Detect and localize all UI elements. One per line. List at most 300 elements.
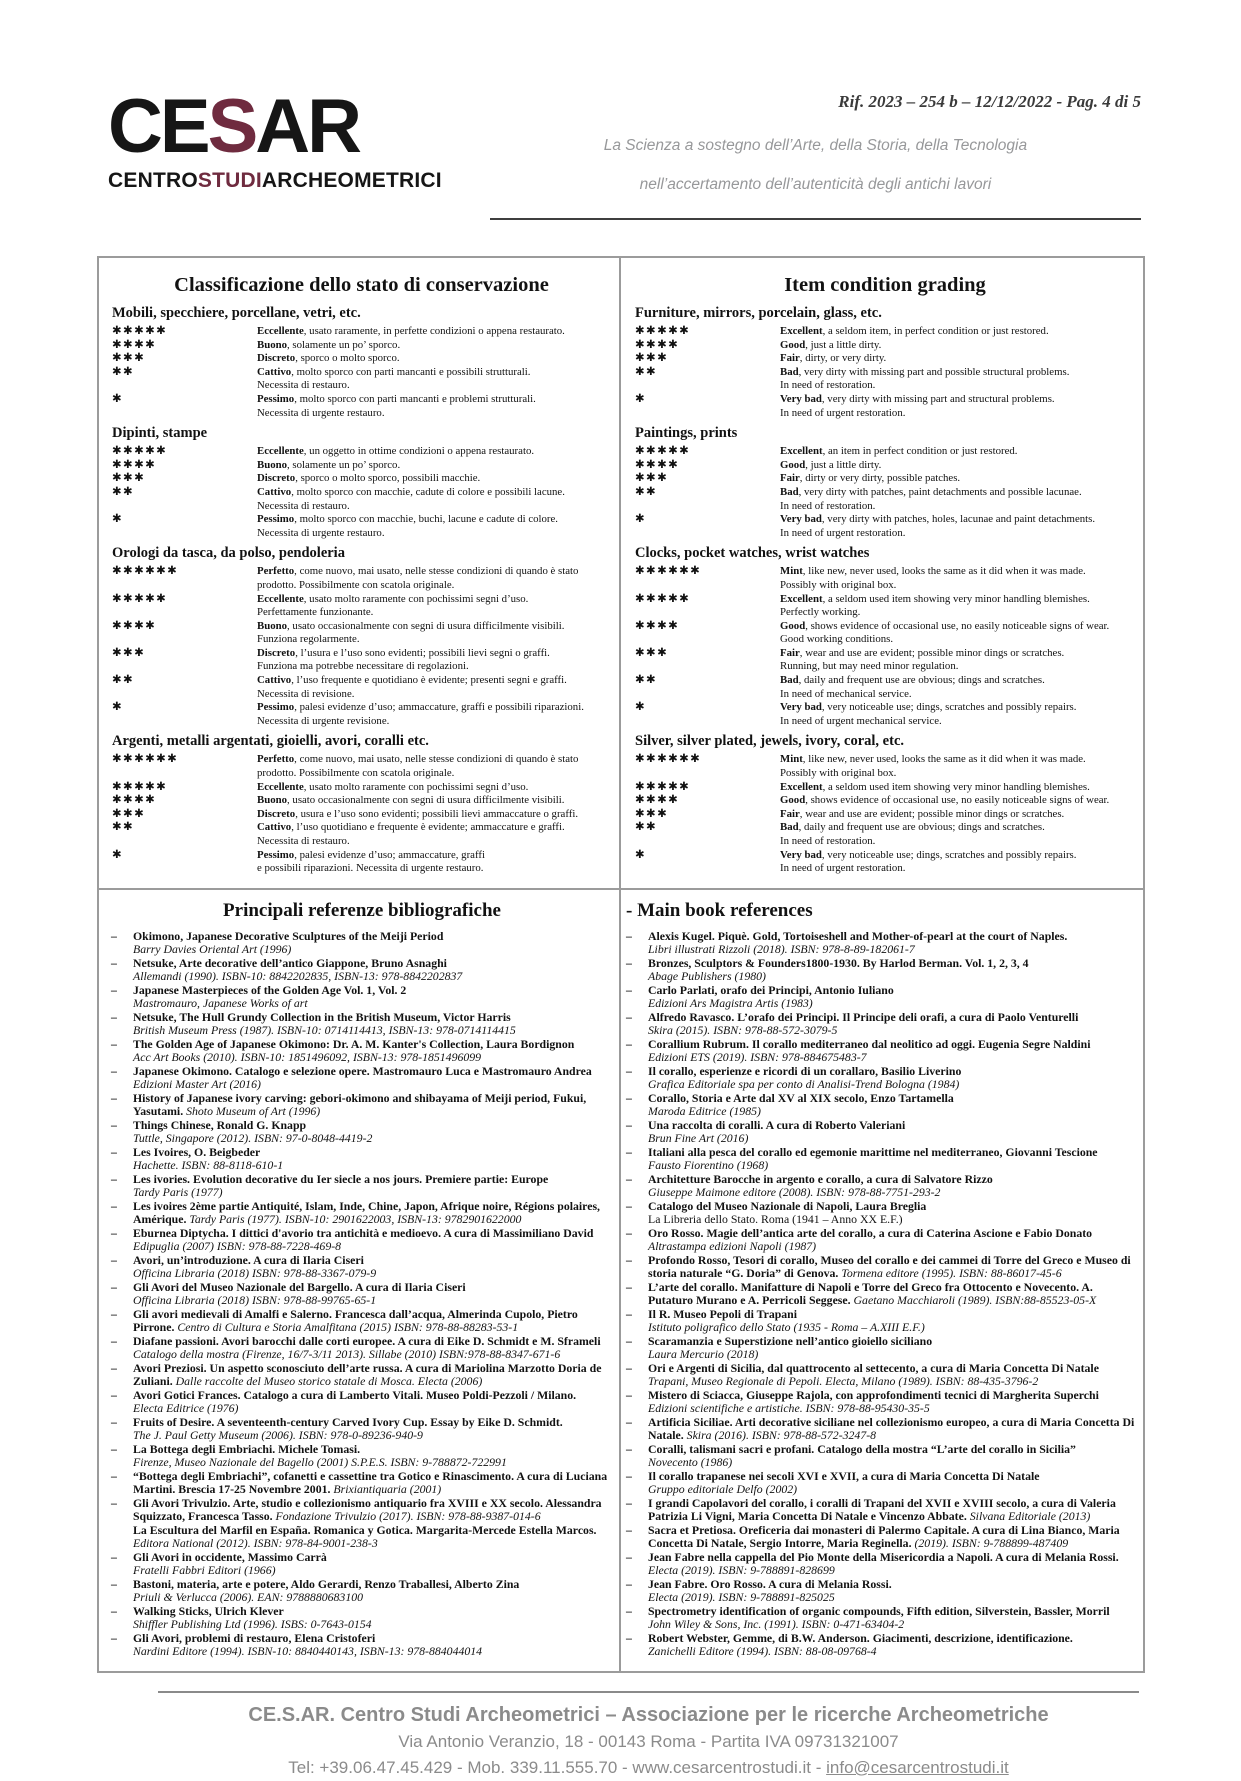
grading-text: , daily and frequent use are obvious; dings and scratches. bbox=[798, 821, 1045, 834]
book-reference-text bbox=[133, 1065, 613, 1092]
grading-row bbox=[112, 593, 611, 620]
grading-description bbox=[780, 339, 1135, 353]
book-reference-text bbox=[648, 1011, 1135, 1038]
book-reference-text bbox=[133, 1281, 613, 1308]
book-reference-text bbox=[648, 1092, 1135, 1119]
book-reference-text bbox=[133, 1092, 613, 1119]
book-reference bbox=[626, 1200, 1135, 1227]
grading-description bbox=[257, 393, 611, 420]
book-reference-text bbox=[648, 1389, 1135, 1416]
bullet-dash: – bbox=[111, 1009, 117, 1024]
book-reference-text bbox=[133, 1632, 613, 1659]
book-reference-text bbox=[133, 1362, 613, 1389]
footer-email-link[interactable]: info@cesarcentrostudi.it bbox=[826, 1757, 1009, 1777]
book-reference bbox=[111, 1443, 613, 1470]
book-publisher: La Libreria dello Stato. Roma (1941 – Anno XX E.F.) bbox=[648, 1212, 903, 1227]
tagline-line-2: nell’accertamento dell’autenticità degli antichi lavori bbox=[639, 176, 992, 193]
grading-term: Excellent bbox=[780, 592, 823, 605]
star-rating: ✱✱✱✱✱ bbox=[112, 780, 168, 793]
book-publisher: Tormena editore (1995). ISBN: 88-86017-45-6 bbox=[838, 1266, 1062, 1281]
book-reference-text bbox=[648, 1173, 1135, 1200]
grading-description bbox=[257, 513, 611, 540]
book-title: Japanese Masterpieces of the Golden Age Vol. 1, Vol. 2 bbox=[133, 982, 407, 997]
star-rating: ✱ bbox=[112, 392, 124, 405]
book-publisher: Dalle raccolte del Museo storico statale di Mosca. Electa (2006) bbox=[172, 1374, 483, 1389]
grading-continuation: Necessita di urgente revisione. bbox=[257, 714, 390, 727]
star-rating: ✱ bbox=[112, 848, 124, 861]
book-reference-text bbox=[648, 1470, 1135, 1497]
grading-description bbox=[780, 647, 1135, 674]
star-rating: ✱ bbox=[635, 848, 647, 861]
grading-category-heading: Argenti, metalli argentati, gioielli, avori, coralli etc. bbox=[112, 733, 429, 750]
grading-description bbox=[780, 445, 1135, 459]
bullet-dash: – bbox=[626, 1549, 632, 1564]
book-title: Netsuke, Arte decorative dell’antico Giappone, Bruno Asnaghi bbox=[133, 955, 447, 970]
bullet-dash: – bbox=[626, 1603, 632, 1618]
book-publisher: Priuli & Verlucca (2006). EAN: 9788880683100 bbox=[133, 1590, 364, 1605]
bibliography-list-right bbox=[626, 930, 1135, 1659]
grading-term: Perfetto bbox=[257, 565, 295, 578]
grading-term: Eccellente bbox=[257, 592, 304, 605]
book-reference bbox=[626, 1497, 1135, 1524]
book-reference bbox=[626, 1335, 1135, 1362]
book-reference-text bbox=[133, 1443, 613, 1470]
grading-text: , just a little dirty. bbox=[805, 458, 882, 471]
grading-term: Very bad bbox=[780, 392, 822, 405]
book-title: Corallo, Storia e Arte dal XV al XIX secolo, Enzo Tartamella bbox=[648, 1090, 954, 1105]
grading-term: Cattivo bbox=[257, 485, 292, 498]
bullet-dash: – bbox=[111, 1414, 117, 1429]
book-reference-text bbox=[133, 1470, 613, 1497]
book-reference-text bbox=[648, 1605, 1135, 1632]
book-publisher: Fratelli Fabbri Editori (1966) bbox=[133, 1563, 276, 1578]
grading-text: , a seldom used item showing very minor handling blemishes. bbox=[822, 780, 1090, 793]
book-title: Gli Avori del Museo Nazionale del Bargello. A cura di Ilaria Ciseri bbox=[133, 1279, 466, 1294]
book-publisher: Nardini Editore (1994). ISBN-10: 8840440143, ISBN-13: 978-884044014 bbox=[133, 1644, 483, 1659]
star-rating: ✱ bbox=[112, 513, 124, 526]
grading-continuation: In need of urgent mechanical service. bbox=[780, 714, 942, 727]
grading-description bbox=[780, 794, 1135, 808]
bibliography-section bbox=[99, 890, 1143, 1671]
book-publisher: Barry Davies Oriental Art (1996) bbox=[133, 942, 292, 957]
bullet-dash: – bbox=[626, 1333, 632, 1348]
star-rating: ✱ bbox=[112, 701, 124, 714]
star-rating: ✱✱✱✱ bbox=[112, 619, 157, 632]
grading-row bbox=[635, 647, 1135, 674]
grading-term: Excellent bbox=[780, 325, 823, 337]
bullet-dash: – bbox=[626, 1009, 632, 1024]
book-reference bbox=[626, 1065, 1135, 1092]
grading-description bbox=[780, 393, 1135, 420]
grading-description bbox=[257, 445, 611, 459]
book-publisher: Firenze, Museo Nazionale del Bagello (2001) S.P.E.S. ISBN: 9-788872-722991 bbox=[133, 1455, 507, 1470]
grading-category-heading: Mobili, specchiere, porcellane, vetri, etc. bbox=[112, 305, 361, 321]
grading-text: , very dirty with patches, paint detachments and possible lacunae. bbox=[798, 485, 1082, 498]
grading-category-heading: Clocks, pocket watches, wrist watches bbox=[635, 545, 870, 562]
book-reference-text bbox=[648, 1308, 1135, 1335]
grading-description bbox=[780, 849, 1135, 876]
grading-term: Mint bbox=[780, 753, 803, 766]
book-publisher: Trapani, Museo Regionale di Pepoli. Electa, Milano (1989). ISBN: 88-435-3796-2 bbox=[648, 1374, 1039, 1389]
book-reference bbox=[111, 984, 613, 1011]
grading-term: Pessimo bbox=[257, 848, 295, 861]
bullet-dash: – bbox=[111, 1333, 117, 1348]
grading-row bbox=[635, 513, 1135, 540]
book-title: Netsuke, The Hull Grundy Collection in the British Museum, Victor Harris bbox=[133, 1009, 511, 1024]
grading-term: Fair bbox=[780, 472, 800, 485]
bullet-dash: – bbox=[626, 928, 632, 943]
book-title: Avori, un’introduzione. A cura di Ilaria Ciseri bbox=[133, 1252, 364, 1267]
grading-row bbox=[635, 486, 1135, 513]
grading-term: Fair bbox=[780, 646, 800, 659]
bullet-dash: – bbox=[111, 1063, 117, 1078]
book-reference bbox=[111, 1308, 613, 1335]
book-reference bbox=[111, 1416, 613, 1443]
book-title: Scaramanzia e Superstizione nell’antico gioiello siciliano bbox=[648, 1333, 933, 1348]
book-publisher: Grafica Editoriale spa per conto di Analisi-Trend Bologna (1984) bbox=[648, 1077, 960, 1092]
book-reference bbox=[111, 1497, 613, 1524]
grading-description bbox=[257, 325, 611, 339]
grading-text: , a seldom item, in perfect condition or just restored. bbox=[822, 325, 1049, 337]
book-title: Il R. Museo Pepoli di Trapani bbox=[648, 1306, 798, 1321]
book-reference bbox=[111, 1551, 613, 1578]
logo-part-s: S bbox=[207, 84, 256, 169]
grading-row bbox=[112, 366, 611, 393]
grading-description bbox=[780, 366, 1135, 393]
bullet-dash: – bbox=[111, 1090, 117, 1105]
book-title: Gli Avori in occidente, Massimo Carrà bbox=[133, 1549, 327, 1564]
bibliography-column-right bbox=[621, 890, 1143, 1671]
grading-continuation: Funziona ma potrebbe necessitare di regolazioni. bbox=[257, 660, 469, 673]
grading-continuation: Possibly with original box. bbox=[780, 767, 897, 780]
book-publisher: Officina Libraria (2018) ISBN: 978-88-3367-079-9 bbox=[133, 1266, 377, 1281]
grading-description bbox=[780, 808, 1135, 822]
book-publisher: Libri illustrati Rizzoli (2018). ISBN: 978-8-89-182061-7 bbox=[648, 942, 915, 957]
book-reference bbox=[626, 1173, 1135, 1200]
book-reference-text bbox=[133, 1011, 613, 1038]
grading-row bbox=[635, 393, 1135, 420]
star-rating: ✱ bbox=[635, 513, 647, 526]
book-reference bbox=[626, 1119, 1135, 1146]
book-reference bbox=[626, 1524, 1135, 1551]
book-title: Alfredo Ravasco. L’orafo dei Principi. Il Principe deli orafi, a cura di Paolo Venturelli bbox=[648, 1009, 1079, 1024]
grading-term: Mint bbox=[780, 565, 803, 578]
star-rating: ✱✱✱✱ bbox=[635, 338, 680, 351]
grading-row bbox=[112, 647, 611, 674]
book-reference bbox=[626, 957, 1135, 984]
book-publisher: Silvana Editoriale (2013) bbox=[966, 1509, 1091, 1524]
bullet-dash: – bbox=[626, 1252, 632, 1267]
bullet-dash: – bbox=[626, 1522, 632, 1537]
cesar-logo bbox=[108, 84, 442, 193]
grading-term: Buono bbox=[257, 338, 288, 351]
grading-text: , usato raramente, in perfette condizioni o appena restaurato. bbox=[303, 325, 565, 337]
grading-row bbox=[112, 794, 611, 808]
grading-row bbox=[112, 472, 611, 486]
book-reference bbox=[626, 1281, 1135, 1308]
book-reference bbox=[626, 1416, 1135, 1443]
star-rating: ✱✱✱✱✱ bbox=[635, 445, 691, 458]
book-reference-text bbox=[133, 1200, 613, 1227]
grading-term: Eccellente bbox=[257, 325, 304, 337]
bullet-dash: – bbox=[111, 1198, 117, 1213]
star-rating: ✱✱ bbox=[112, 674, 135, 687]
book-reference-text bbox=[648, 1524, 1135, 1551]
grading-description bbox=[780, 753, 1135, 780]
book-title: Spectrometry identification of organic compounds, Fifth edition, Silverstein, Bassler, Morril bbox=[648, 1603, 1110, 1618]
grading-row bbox=[635, 339, 1135, 353]
grading-continuation: Necessita di urgente restauro. bbox=[257, 526, 385, 539]
grading-text: , usato occasionalmente con segni di usura difficilmente visibili. bbox=[287, 619, 565, 632]
star-rating: ✱✱✱✱ bbox=[112, 338, 157, 351]
book-reference-text bbox=[648, 1119, 1135, 1146]
bullet-dash: – bbox=[111, 1144, 117, 1159]
bullet-dash: – bbox=[626, 982, 632, 997]
book-reference bbox=[626, 1470, 1135, 1497]
grading-description bbox=[780, 593, 1135, 620]
grading-description bbox=[257, 781, 611, 795]
bullet-dash: – bbox=[626, 1225, 632, 1240]
grading-continuation: In need of restoration. bbox=[780, 835, 876, 847]
grading-description bbox=[780, 821, 1135, 848]
grading-term: Cattivo bbox=[257, 821, 292, 834]
star-rating: ✱✱✱✱✱✱ bbox=[635, 753, 702, 766]
grading-term: Discreto bbox=[257, 352, 296, 365]
grading-term: Very bad bbox=[780, 701, 822, 714]
book-title: Coralli, talismani sacri e profani. Catalogo della mostra “L’arte del corallo in Sicilia” bbox=[648, 1441, 1076, 1456]
grading-row bbox=[635, 821, 1135, 848]
book-reference-text bbox=[648, 1038, 1135, 1065]
content-box bbox=[97, 256, 1145, 1673]
grading-text: , sporco o molto sporco, possibili macchie. bbox=[295, 472, 481, 485]
star-rating: ✱✱✱ bbox=[112, 352, 146, 365]
grading-description bbox=[257, 352, 611, 366]
star-rating: ✱✱✱✱✱ bbox=[635, 592, 691, 605]
grading-row bbox=[635, 808, 1135, 822]
book-reference-text bbox=[133, 1146, 613, 1173]
book-title: Japanese Okimono. Catalogo e selezione opere. Mastromauro Luca e Mastromauro Andrea bbox=[133, 1063, 592, 1078]
grading-row bbox=[635, 565, 1135, 592]
grading-table-italian bbox=[112, 305, 611, 876]
grading-term: Excellent bbox=[780, 780, 823, 793]
bullet-dash: – bbox=[111, 1576, 117, 1591]
grading-row bbox=[635, 472, 1135, 486]
bullet-dash: – bbox=[626, 1279, 632, 1294]
cesar-logo-subtitle bbox=[108, 169, 442, 193]
grading-text: , usato molto raramente con pochissimi segni d’uso. bbox=[303, 780, 529, 793]
grading-term: Fair bbox=[780, 807, 800, 820]
book-reference bbox=[626, 1389, 1135, 1416]
book-publisher: The J. Paul Getty Museum (2006). ISBN: 978-0-89236-940-9 bbox=[133, 1428, 423, 1443]
book-reference bbox=[626, 1551, 1135, 1578]
grading-row bbox=[635, 620, 1135, 647]
book-title: Jean Fabre nella cappella del Pio Monte della Misericordia a Napoli. A cura di Melania Rossi. bbox=[648, 1549, 1119, 1564]
grading-text: , molto sporco con macchie, cadute di colore e possibili lacune. bbox=[291, 485, 565, 498]
grading-description bbox=[257, 565, 611, 592]
grading-row bbox=[112, 821, 611, 848]
grading-column-italian bbox=[99, 258, 621, 888]
grading-row bbox=[112, 445, 611, 459]
bullet-dash: – bbox=[626, 1576, 632, 1591]
book-title: Italiani alla pesca del corallo ed egemonie marittime nel mediterraneo, Giovanni Tescione bbox=[648, 1144, 1098, 1159]
star-rating: ✱✱ bbox=[635, 674, 658, 687]
book-title: Architetture Barocche in argento e corallo, a cura di Salvatore Rizzo bbox=[648, 1171, 993, 1186]
bullet-dash: – bbox=[626, 1468, 632, 1483]
book-reference bbox=[111, 1281, 613, 1308]
grading-term: Pessimo bbox=[257, 392, 295, 405]
book-publisher: Allemandi (1990). ISBN-10: 8842202835, ISBN-13: 978-8842202837 bbox=[133, 969, 463, 984]
book-title: Les Ivoires, O. Beigbeder bbox=[133, 1144, 261, 1159]
grading-description bbox=[780, 325, 1135, 339]
grading-description bbox=[780, 459, 1135, 473]
grading-term: Good bbox=[780, 619, 806, 632]
bullet-dash: – bbox=[111, 1495, 117, 1510]
book-title: Okimono, Japanese Decorative Sculptures of the Meiji Period bbox=[133, 928, 444, 943]
book-title: Les ivories. Evolution decorative du Ier siecle a nos jours. Premiere partie: Europe bbox=[133, 1171, 549, 1186]
star-rating: ✱✱✱✱ bbox=[635, 458, 680, 471]
grading-continuation: Necessita di restauro. bbox=[257, 379, 350, 392]
grading-row bbox=[112, 620, 611, 647]
grading-text: , usato molto raramente con pochissimi segni d’uso. bbox=[303, 592, 529, 605]
cesar-logo-word bbox=[108, 84, 442, 169]
grading-text: , palesi evidenze d’uso; ammaccature, graffi bbox=[294, 848, 485, 861]
book-publisher: Catalogo della mostra (Firenze, 16/7-3/11 2013). Sillabe (2010) ISBN:978-88-8347-671-6 bbox=[133, 1347, 561, 1362]
bullet-dash: – bbox=[111, 1171, 117, 1186]
grading-continuation: Perfettamente funzionante. bbox=[257, 606, 374, 619]
book-publisher: Brun Fine Art (2016) bbox=[648, 1131, 749, 1146]
bibliography-title-italian: Principali referenze bibliografiche bbox=[223, 899, 501, 921]
condition-grading-section bbox=[99, 258, 1143, 890]
grading-text: , just a little dirty. bbox=[805, 338, 882, 351]
bullet-dash: – bbox=[111, 1387, 117, 1402]
grading-continuation: In need of urgent restoration. bbox=[780, 526, 906, 539]
grading-text: , wear and use are evident; possible minor dings or scratches. bbox=[799, 646, 1065, 659]
grading-row bbox=[635, 674, 1135, 701]
grading-category-heading: Silver, silver plated, jewels, ivory, coral, etc. bbox=[635, 733, 905, 750]
grading-row bbox=[112, 701, 611, 728]
grading-description bbox=[257, 486, 611, 513]
book-reference-text bbox=[133, 1497, 613, 1524]
book-title: Things Chinese, Ronald G. Knapp bbox=[133, 1117, 307, 1132]
star-rating: ✱✱ bbox=[112, 365, 135, 378]
grading-column-english bbox=[621, 258, 1143, 888]
book-reference-text bbox=[648, 984, 1135, 1011]
book-reference bbox=[626, 1578, 1135, 1605]
book-reference-text bbox=[648, 1362, 1135, 1389]
book-reference-text bbox=[133, 1605, 613, 1632]
grading-row bbox=[635, 794, 1135, 808]
book-reference bbox=[626, 1605, 1135, 1632]
grading-text: , molto sporco con parti mancanti e possibili strutturali. bbox=[291, 365, 531, 378]
book-reference bbox=[626, 1254, 1135, 1281]
bullet-dash: – bbox=[111, 982, 117, 997]
star-rating: ✱✱ bbox=[635, 485, 658, 498]
book-reference-text bbox=[648, 1443, 1135, 1470]
book-publisher: British Museum Press (1987). ISBN-10: 0714114413, ISBN-13: 978-0714114415 bbox=[133, 1023, 516, 1038]
book-title: Gli Avori, problemi di restauro, Elena Cristoferi bbox=[133, 1630, 376, 1645]
book-reference-text bbox=[133, 1173, 613, 1200]
book-publisher: Edizioni ETS (2019). ISBN: 978-884675483-7 bbox=[648, 1050, 867, 1065]
book-reference bbox=[111, 1578, 613, 1605]
book-reference-text bbox=[133, 1524, 613, 1551]
grading-row bbox=[112, 753, 611, 780]
star-rating: ✱✱✱✱ bbox=[635, 619, 680, 632]
grading-row bbox=[112, 565, 611, 592]
book-publisher: Edizioni scientifiche e artistiche. ISBN: 978-88-95430-35-5 bbox=[648, 1401, 930, 1416]
grading-row bbox=[635, 445, 1135, 459]
grading-term: Very bad bbox=[780, 513, 822, 526]
tagline-line-1: La Scienza a sostegno dell’Arte, della Storia, della Tecnologia bbox=[603, 137, 1028, 154]
grading-text: , like new, never used, looks the same as it did when it was made. bbox=[802, 565, 1086, 578]
book-reference-text bbox=[133, 1389, 613, 1416]
book-publisher: Gruppo editoriale Delfo (2002) bbox=[648, 1482, 798, 1497]
grading-description bbox=[780, 674, 1135, 701]
bullet-dash: – bbox=[626, 1063, 632, 1078]
grading-description bbox=[257, 620, 611, 647]
book-title: La Bottega degli Embriachi. Michele Tomasi. bbox=[133, 1441, 361, 1456]
grading-text: , very noticeable use; dings, scratches and possibly repairs. bbox=[821, 701, 1077, 714]
grading-text: , solamente un po’ sporco. bbox=[287, 458, 401, 471]
star-rating: ✱✱✱✱ bbox=[112, 458, 157, 471]
grading-term: Pessimo bbox=[257, 701, 295, 714]
bullet-dash: – bbox=[111, 1468, 117, 1483]
book-title: Artificia Siciliae. Arti decorative siciliane nel collezionismo europeo, a cura di Maria Concetta Di Natale. bbox=[648, 1414, 1135, 1443]
star-rating: ✱✱✱ bbox=[112, 646, 146, 659]
grading-description bbox=[780, 352, 1135, 366]
logo-part-ce: CE bbox=[108, 84, 208, 169]
company-tagline bbox=[490, 126, 1141, 204]
grading-continuation: Necessita di restauro. bbox=[257, 499, 350, 512]
grading-text: , an item in perfect condition or just restored. bbox=[822, 445, 1018, 458]
bullet-dash: – bbox=[111, 1225, 117, 1240]
book-publisher: Altrastampa edizioni Napoli (1987) bbox=[648, 1239, 817, 1254]
book-publisher: Electa (2019). ISBN: 9-788891-828699 bbox=[648, 1563, 835, 1578]
bullet-dash: – bbox=[626, 1414, 632, 1429]
grading-category-heading: Orologi da tasca, da polso, pendoleria bbox=[112, 545, 345, 562]
book-title: Il corallo, esperienze e ricordi di un corallaro, Basilio Liverino bbox=[648, 1063, 962, 1078]
grading-term: Fair bbox=[780, 352, 800, 365]
book-publisher: Fausto Fiorentino (1968) bbox=[648, 1158, 769, 1173]
star-rating: ✱✱✱✱ bbox=[635, 794, 680, 807]
grading-text: , l’usura e l’uso sono evidenti; possibili lievi segni o graffi. bbox=[295, 646, 550, 659]
grading-description bbox=[780, 472, 1135, 486]
grading-text: , usato occasionalmente con segni di usura difficilmente visibili. bbox=[287, 794, 565, 807]
bullet-dash bbox=[111, 1524, 133, 1551]
grading-text: , un oggetto in ottime condizioni o appena restaurato. bbox=[303, 445, 535, 458]
book-reference-text bbox=[648, 1065, 1135, 1092]
grading-row bbox=[112, 849, 611, 876]
star-rating: ✱✱✱✱✱ bbox=[112, 325, 168, 337]
book-publisher: Centro di Cultura e Storia Amalfitana (2015) ISBN: 978-88-88283-53-1 bbox=[174, 1320, 519, 1335]
grading-term: Buono bbox=[257, 619, 288, 632]
bullet-dash: – bbox=[111, 1252, 117, 1267]
book-title: Jean Fabre. Oro Rosso. A cura di Melania Rossi. bbox=[648, 1576, 892, 1591]
grading-continuation: In need of restoration. bbox=[780, 499, 876, 512]
grading-row bbox=[112, 674, 611, 701]
grading-description bbox=[257, 821, 611, 848]
grading-title-italian: Classificazione dello stato di conservazione bbox=[174, 274, 549, 296]
grading-description bbox=[257, 794, 611, 808]
book-reference bbox=[626, 1227, 1135, 1254]
grading-text: , shows evidence of occasional use, no easily noticeable signs of wear. bbox=[805, 794, 1110, 807]
book-reference-text bbox=[648, 957, 1135, 984]
star-rating: ✱✱ bbox=[635, 821, 658, 834]
grading-continuation: In need of urgent restoration. bbox=[780, 862, 906, 875]
bullet-dash: – bbox=[626, 955, 632, 970]
book-title: Corallium Rubrum. Il corallo mediterraneo dal neolitico ad oggi. Eugenia Segre Naldini bbox=[648, 1036, 1091, 1051]
bullet-dash: – bbox=[111, 1117, 117, 1132]
star-rating: ✱✱✱ bbox=[112, 472, 146, 485]
